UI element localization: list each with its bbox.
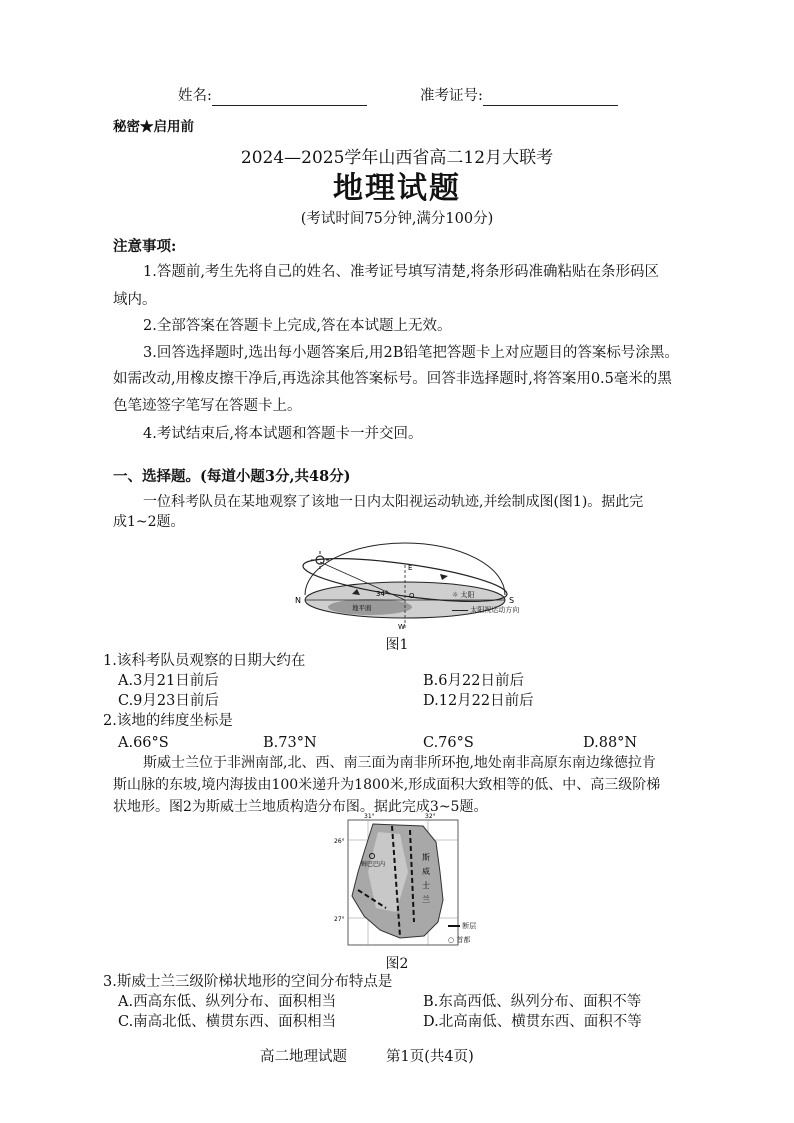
name-blank xyxy=(212,91,367,106)
exam-id-label: 准考证号: xyxy=(420,88,483,104)
figure-1-sun-path-diagram xyxy=(290,540,540,630)
lat-label-26: 26° xyxy=(334,838,345,845)
legend-capital-icon: ○ xyxy=(448,936,455,944)
legend-fault-icon xyxy=(448,925,460,927)
intro-2-line-1: 斯威士兰位于非洲南部,北、西、南三面为南非所环抱,地处南非高原东南边缘德拉肯 xyxy=(143,755,656,771)
question-1-option-a: A.3月21日前后 xyxy=(118,673,219,689)
page-title: 地理试题 xyxy=(333,171,461,206)
question-3-stem: 3.斯威士兰三级阶梯状地形的空间分布特点是 xyxy=(103,974,393,990)
label-n: N xyxy=(295,596,301,605)
notice-item-3-line-2: 如需改动,用橡皮擦干净后,再选涂其他答案标号。回答非选择题时,将答案用0.5毫米的黑 xyxy=(113,371,672,387)
question-1-option-d: D.12月22日前后 xyxy=(423,693,534,709)
lat-label-27: 27° xyxy=(334,916,345,923)
notice-item-1-line-1: 1.答题前,考生先将自己的姓名、准考证号填写清楚,将条形码准确粘贴在条形码区 xyxy=(143,264,660,280)
name-field xyxy=(178,86,367,106)
question-2-stem: 2.该地的纬度坐标是 xyxy=(103,713,233,729)
notice-item-2: 2.全部答案在答题卡上完成,答在本试题上无效。 xyxy=(143,318,452,334)
path-arrow xyxy=(440,574,448,580)
intro-1-line-1: 一位科考队员在某地观察了该地一日内太阳视运动轨迹,并绘制成图(图1)。据此完 xyxy=(143,494,644,510)
notice-item-3-line-1: 3.回答选择题时,选出每小题答案后,用2B铅笔把答题卡上对应题目的答案标号涂黑。 xyxy=(143,345,679,361)
legend-path xyxy=(452,605,519,615)
legend-sun xyxy=(452,590,475,600)
capital-label: 姆巴巴内 xyxy=(361,861,386,868)
legend-sun-label: 太阳 xyxy=(460,591,475,599)
intro-1-line-2: 成1~2题。 xyxy=(113,514,185,530)
question-2-option-b: B.73°N xyxy=(263,735,317,751)
figure-2-caption: 图2 xyxy=(385,956,409,972)
figure-1-caption: 图1 xyxy=(385,637,409,653)
question-3-option-c: C.南高北低、横贯东西、面积相当 xyxy=(118,1014,337,1030)
question-1-option-c: C.9月23日前后 xyxy=(118,693,219,709)
question-2-option-d: D.88°N xyxy=(583,735,638,751)
exam-name: 2024—2025学年山西省高二12月大联考 xyxy=(240,148,554,168)
question-3-option-a: A.西高东低、纵列分布、面积相当 xyxy=(118,994,337,1010)
question-2-option-c: C.76°S xyxy=(423,735,474,751)
footer-page: 第1页(共4页) xyxy=(386,1049,474,1065)
country-label-1: 斯 xyxy=(422,853,430,862)
section-heading: 一、选择题。(每道小题3分,共48分) xyxy=(113,468,351,485)
country-label-3: 士 xyxy=(422,881,430,890)
legend-fault-label: 断层 xyxy=(462,922,477,930)
question-3-option-b: B.东高西低、纵列分布、面积不等 xyxy=(423,994,642,1010)
sun-icon xyxy=(311,551,329,569)
label-angle: 34° xyxy=(376,590,389,598)
legend-capital xyxy=(448,935,470,945)
label-e: E xyxy=(408,564,413,572)
footer-subject: 高二地理试题 xyxy=(260,1049,347,1065)
question-3-option-d: D.北高南低、横贯东西、面积不等 xyxy=(423,1014,642,1030)
question-2-option-a: A.66°S xyxy=(118,735,169,751)
legend-path-label: 太阳视运动方向 xyxy=(470,606,520,614)
label-o: O xyxy=(409,592,415,600)
time-info: (考试时间75分钟,满分100分) xyxy=(300,211,494,227)
intro-2-line-3: 状地形。图2为斯威士兰地质构造分布图。据此完成3~5题。 xyxy=(113,799,488,815)
legend-capital-label: 首都 xyxy=(456,936,471,944)
notice-heading: 注意事项: xyxy=(113,238,177,255)
notice-item-3-line-3: 色笔迹签字笔写在答题卡上。 xyxy=(113,398,302,414)
exam-id-blank xyxy=(483,91,618,106)
notice-item-1-line-2: 域内。 xyxy=(113,292,157,308)
secret-label: 秘密★启用前 xyxy=(113,119,194,135)
legend-sun-icon: ☼ xyxy=(452,591,459,599)
exam-id-field xyxy=(420,86,618,106)
label-w: W xyxy=(398,623,405,630)
label-ground: 地平面 xyxy=(352,604,372,612)
name-label: 姓名: xyxy=(178,88,212,104)
question-1-option-b: B.6月22日前后 xyxy=(423,673,524,689)
label-s: S xyxy=(509,596,515,605)
lon-label-31: 31° xyxy=(364,813,375,820)
country-label-2: 威 xyxy=(422,867,430,876)
notice-item-4: 4.考试结束后,将本试题和答题卡一并交回。 xyxy=(143,426,423,442)
country-label-4: 兰 xyxy=(422,895,430,904)
lon-label-32: 32° xyxy=(425,813,436,820)
legend-path-icon xyxy=(452,610,468,611)
intro-2-line-2: 斯山脉的东坡,境内海拔由100米递升为1800米,形成面积大致相等的低、中、高三级阶梯 xyxy=(113,777,661,793)
question-1-stem: 1.该科考队员观察的日期大约在 xyxy=(103,653,306,669)
legend-fault xyxy=(448,921,476,931)
figure-2-swaziland-map xyxy=(328,812,478,952)
